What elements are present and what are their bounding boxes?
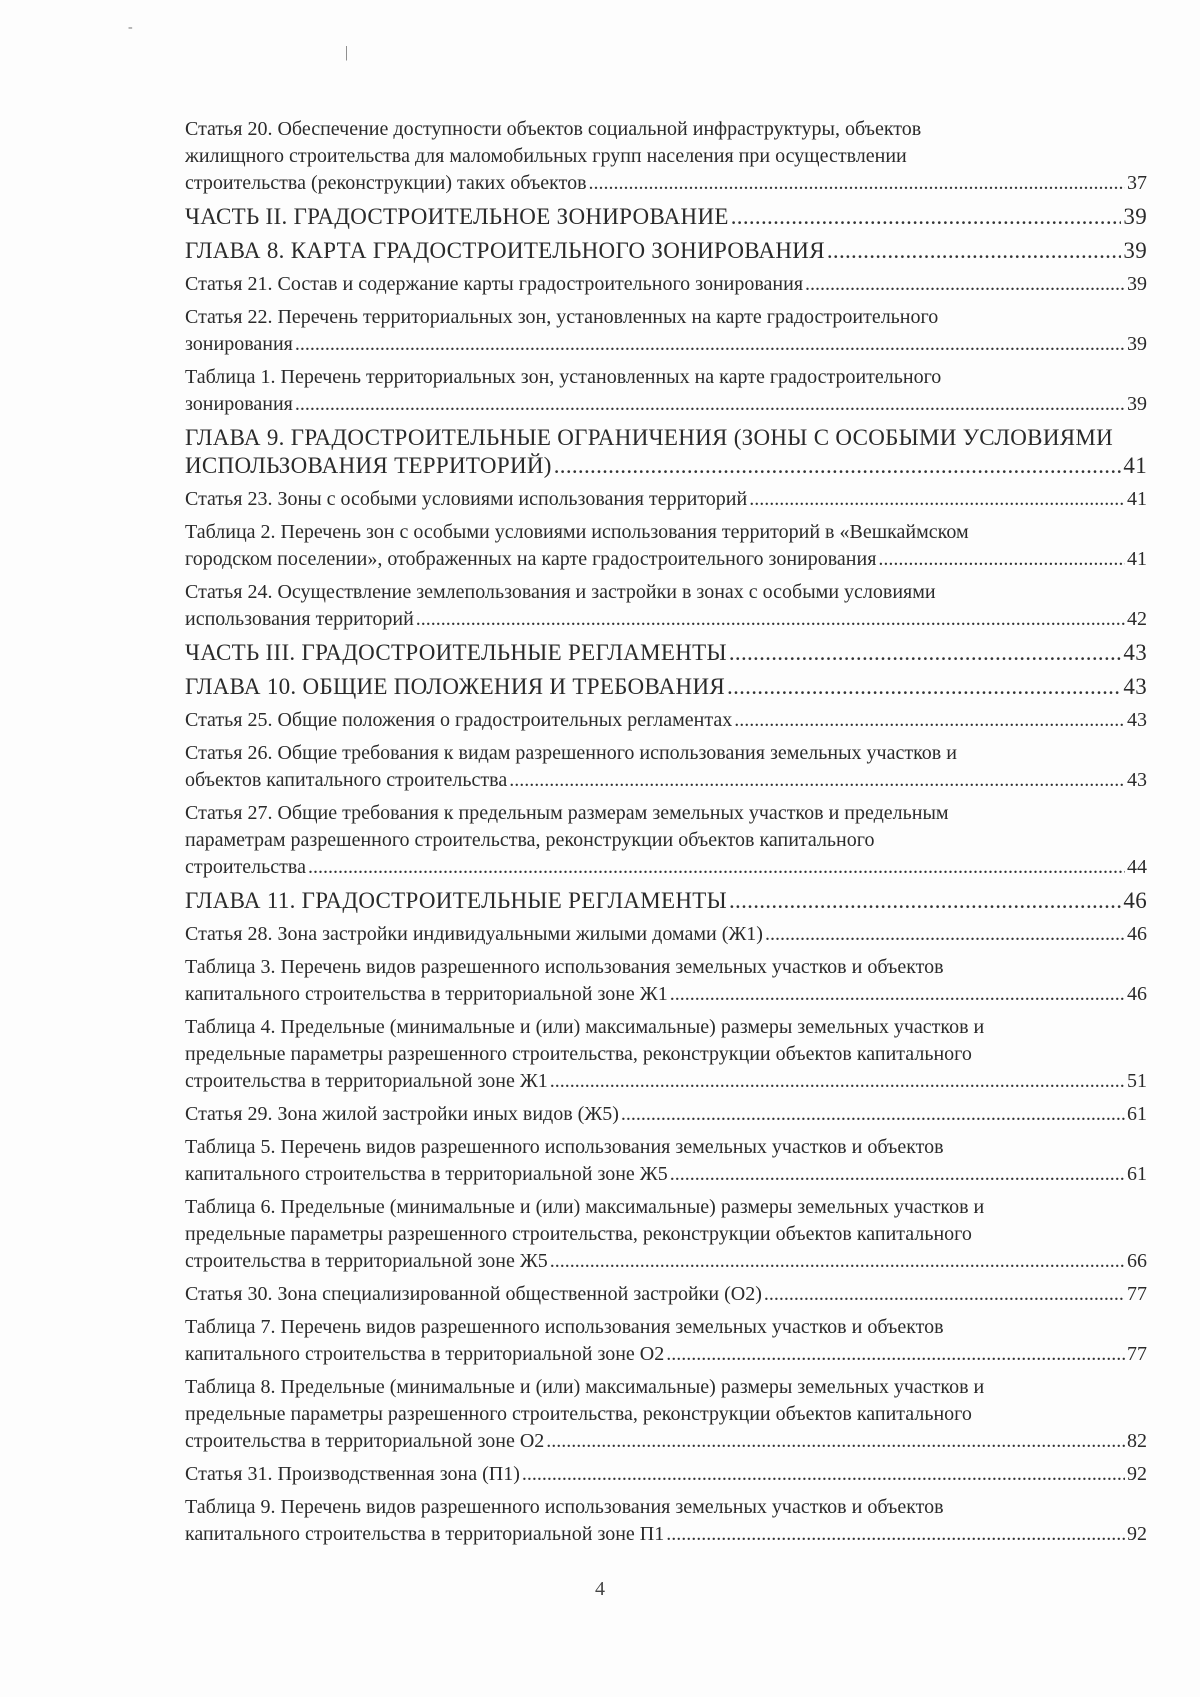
toc-entry-line: Статья 25. Общие положения о градостроительных регламентах — [185, 709, 733, 731]
toc-entry[interactable] — [185, 707, 1147, 734]
toc-entry-last-line — [185, 271, 1147, 298]
dot-leader — [749, 486, 1125, 513]
toc-chapter-entry[interactable] — [185, 424, 1147, 480]
toc-entry-last-line — [185, 1461, 1147, 1488]
toc-page-number: 77 — [1127, 1343, 1147, 1365]
toc-page-number: 39 — [1123, 204, 1147, 229]
toc-entry-line: Статья 23. Зоны с особыми условиями использования территорий — [185, 488, 748, 510]
toc-entry-last-line — [185, 203, 1147, 231]
toc-entry[interactable] — [185, 304, 1147, 358]
toc-entry-line: Таблица 3. Перечень видов разрешенного использования земельных участков и объектов — [185, 956, 944, 978]
toc-entry-line: Статья 30. Зона специализированной общественной застройки (О2) — [185, 1283, 762, 1305]
toc-page-number: 46 — [1127, 923, 1147, 945]
toc-page-number: 43 — [1123, 640, 1147, 665]
dot-leader — [666, 1341, 1125, 1368]
toc-entry-last-line — [185, 1341, 1147, 1368]
toc-page-number: 92 — [1127, 1463, 1147, 1485]
toc-entry-line: капитального строительства в территориальной зоне Ж5 — [185, 1163, 668, 1185]
dot-leader — [729, 639, 1122, 667]
toc-entry[interactable] — [185, 519, 1147, 573]
toc-page-number: 77 — [1127, 1283, 1147, 1305]
toc-entry-line: Статья 20. Обеспечение доступности объектов социальной инфраструктуры, объектов — [185, 118, 922, 140]
toc-entry[interactable] — [185, 486, 1147, 513]
dot-leader — [729, 887, 1121, 915]
toc-entry[interactable] — [185, 1101, 1147, 1128]
toc-entry-line: предельные параметры разрешенного строительства, реконструкции объектов капитального — [185, 1403, 972, 1425]
toc-entry-line: Статья 29. Зона жилой застройки иных видов (Ж5) — [185, 1103, 619, 1125]
toc-entry-last-line — [185, 981, 1147, 1008]
toc-entry-last-line — [185, 1428, 1147, 1455]
toc-entry-last-line — [185, 486, 1147, 513]
toc-entry-last-line — [185, 1068, 1147, 1095]
toc-page-number: 41 — [1127, 548, 1147, 570]
toc-entry-last-line — [185, 707, 1147, 734]
toc-entry-last-line — [185, 546, 1147, 573]
toc-page-number: 42 — [1127, 608, 1147, 630]
dot-leader — [878, 546, 1125, 573]
toc-entry-line: Статья 28. Зона застройки индивидуальными жилыми домами (Ж1) — [185, 923, 763, 945]
toc-entry-last-line — [185, 1521, 1147, 1548]
dot-leader — [522, 1461, 1125, 1488]
toc-entry-line: строительства в территориальной зоне О2 — [185, 1430, 545, 1452]
toc-entry-line: Таблица 9. Перечень видов разрешенного использования земельных участков и объектов — [185, 1496, 944, 1518]
toc-entry-line: ЧАСТЬ III. ГРАДОСТРОИТЕЛЬНЫЕ РЕГЛАМЕНТЫ — [185, 640, 727, 665]
toc-entry-line: предельные параметры разрешенного строительства, реконструкции объектов капитального — [185, 1223, 972, 1245]
toc-page-number: 39 — [1127, 333, 1147, 355]
toc-entry[interactable] — [185, 800, 1147, 881]
toc-entry-line: Таблица 7. Перечень видов разрешенного использования земельных участков и объектов — [185, 1316, 944, 1338]
toc-entry-last-line — [185, 331, 1147, 358]
dot-leader — [731, 203, 1122, 231]
toc-entry-line: Статья 22. Перечень территориальных зон, установленных на карте градостроительного — [185, 306, 939, 328]
toc-entry-line: строительства в территориальной зоне Ж1 — [185, 1070, 548, 1092]
toc-entry-line: капитального строительства в территориальной зоне Ж1 — [185, 983, 668, 1005]
toc-entry[interactable] — [185, 1194, 1147, 1275]
toc-page-number: 61 — [1127, 1163, 1147, 1185]
toc-entry-last-line — [185, 1101, 1147, 1128]
toc-entry-line: ИСПОЛЬЗОВАНИЯ ТЕРРИТОРИЙ) — [185, 453, 552, 478]
toc-page-number: 46 — [1127, 983, 1147, 1005]
toc-entry-last-line — [185, 237, 1147, 265]
toc-page-number: 82 — [1127, 1430, 1147, 1452]
toc-entry-line: Таблица 1. Перечень территориальных зон, установленных на карте градостроительного — [185, 366, 942, 388]
toc-entry-last-line — [185, 606, 1147, 633]
toc-page-number: 37 — [1127, 172, 1147, 194]
toc-entry-line: Таблица 6. Предельные (минимальные и (или) максимальные) размеры земельных участков и — [185, 1196, 985, 1218]
toc-entry-last-line — [185, 170, 1147, 197]
toc-page-number: 41 — [1127, 488, 1147, 510]
toc-page-number: 43 — [1127, 709, 1147, 731]
toc-entry-line: строительства — [185, 856, 306, 878]
dot-leader — [550, 1248, 1125, 1275]
dot-leader — [727, 673, 1121, 701]
toc-entry-line: Статья 21. Состав и содержание карты градостроительного зонирования — [185, 273, 804, 295]
dot-leader — [765, 921, 1125, 948]
toc-entry-last-line — [185, 854, 1147, 881]
toc-page-number: 39 — [1123, 238, 1147, 263]
toc-entry-line: жилищного строительства для маломобильных групп населения при осуществлении — [185, 145, 907, 167]
toc-page-number: 92 — [1127, 1523, 1147, 1545]
toc-entry-line: параметрам разрешенного строительства, реконструкции объектов капитального — [185, 829, 875, 851]
dot-leader — [764, 1281, 1125, 1308]
toc-chapter-entry[interactable] — [185, 639, 1147, 667]
toc-entry-line: Статья 24. Осуществление землепользования и застройки в зонах с особыми условиями — [185, 581, 936, 603]
toc-entry[interactable] — [185, 1374, 1147, 1455]
toc-entry-line: городском поселении», отображенных на карте градостроительного зонирования — [185, 548, 877, 570]
toc-chapter-entry[interactable] — [185, 673, 1147, 701]
scan-mark: | — [345, 44, 349, 61]
toc-page-number: 39 — [1127, 273, 1147, 295]
toc-chapter-entry[interactable] — [185, 237, 1147, 265]
dot-leader — [827, 237, 1122, 265]
toc-entry-line: объектов капитального строительства — [185, 769, 508, 791]
toc-entry[interactable] — [185, 1461, 1147, 1488]
toc-entry-last-line — [185, 452, 1147, 480]
toc-entry-line: Таблица 2. Перечень зон с особыми условиями использования территорий в «Вешкаймском — [185, 521, 969, 543]
toc-page-number: 46 — [1123, 888, 1147, 913]
toc-entry-line: зонирования — [185, 333, 293, 355]
toc-entry-line: Статья 27. Общие требования к предельным размерам земельных участков и предельным — [185, 802, 949, 824]
toc-page-number: 43 — [1123, 674, 1147, 699]
toc-entry[interactable] — [185, 271, 1147, 298]
toc-page-number: 39 — [1127, 393, 1147, 415]
dot-leader — [295, 391, 1125, 418]
toc-entry-last-line — [185, 1281, 1147, 1308]
toc-entry-line: капитального строительства в территориальной зоне П1 — [185, 1523, 665, 1545]
dot-leader — [509, 767, 1125, 794]
toc-entry-line: Таблица 5. Перечень видов разрешенного использования земельных участков и объектов — [185, 1136, 944, 1158]
dot-leader — [621, 1101, 1125, 1128]
toc-entry-line: зонирования — [185, 393, 293, 415]
toc-entry-line: Статья 26. Общие требования к видам разрешенного использования земельных участков и — [185, 742, 957, 764]
toc-entry-last-line — [185, 921, 1147, 948]
dot-leader — [670, 1161, 1125, 1188]
toc-entry-line: строительства в территориальной зоне Ж5 — [185, 1250, 548, 1272]
toc-page-number: 43 — [1127, 769, 1147, 791]
toc-entry-line: ЧАСТЬ II. ГРАДОСТРОИТЕЛЬНОЕ ЗОНИРОВАНИЕ — [185, 204, 729, 229]
dot-leader — [295, 331, 1125, 358]
toc-entry-line: Таблица 8. Предельные (минимальные и (или) максимальные) размеры земельных участков и — [185, 1376, 985, 1398]
toc-page-number: 44 — [1127, 856, 1147, 878]
toc-entry-line: ГЛАВА 10. ОБЩИЕ ПОЛОЖЕНИЯ И ТРЕБОВАНИЯ — [185, 674, 726, 699]
dot-leader — [666, 1521, 1125, 1548]
dot-leader — [546, 1428, 1125, 1455]
toc-entry-line: ГЛАВА 8. КАРТА ГРАДОСТРОИТЕЛЬНОГО ЗОНИРОВАНИЯ — [185, 238, 825, 263]
toc-entry[interactable] — [185, 1134, 1147, 1188]
toc-entry-line: Статья 31. Производственная зона (П1) — [185, 1463, 520, 1485]
toc-entry[interactable] — [185, 954, 1147, 1008]
toc-entry[interactable] — [185, 364, 1147, 418]
toc-entry-line: ГЛАВА 11. ГРАДОСТРОИТЕЛЬНЫЕ РЕГЛАМЕНТЫ — [185, 888, 727, 913]
toc-entry-last-line — [185, 767, 1147, 794]
page-number: 4 — [595, 1578, 605, 1600]
dot-leader — [805, 271, 1125, 298]
dot-leader — [589, 170, 1125, 197]
toc-entry[interactable] — [185, 579, 1147, 633]
scan-mark: - — [128, 20, 133, 35]
toc-page-number: 41 — [1123, 453, 1147, 478]
toc-page-number: 66 — [1127, 1250, 1147, 1272]
table-of-contents — [185, 116, 1147, 1554]
toc-page-number: 61 — [1127, 1103, 1147, 1125]
toc-chapter-entry[interactable] — [185, 887, 1147, 915]
toc-chapter-entry[interactable] — [185, 203, 1147, 231]
toc-entry[interactable] — [185, 921, 1147, 948]
toc-entry-last-line — [185, 887, 1147, 915]
toc-entry[interactable] — [185, 1014, 1147, 1095]
toc-entry-line: капитального строительства в территориальной зоне О2 — [185, 1343, 665, 1365]
toc-entry-line: предельные параметры разрешенного строительства, реконструкции объектов капитального — [185, 1043, 972, 1065]
toc-page-number: 51 — [1127, 1070, 1147, 1092]
dot-leader — [734, 707, 1125, 734]
dot-leader — [670, 981, 1125, 1008]
toc-entry-last-line — [185, 673, 1147, 701]
dot-leader — [308, 854, 1125, 881]
toc-entry[interactable] — [185, 1494, 1147, 1548]
toc-entry[interactable] — [185, 1314, 1147, 1368]
dot-leader — [554, 452, 1122, 480]
toc-entry-last-line — [185, 1161, 1147, 1188]
dot-leader — [550, 1068, 1125, 1095]
toc-entry-line: ГЛАВА 9. ГРАДОСТРОИТЕЛЬНЫЕ ОГРАНИЧЕНИЯ (ЗОНЫ С ОСОБЫМИ УСЛОВИЯМИ — [185, 425, 1114, 450]
toc-entry-line: использования территорий — [185, 608, 414, 630]
toc-entry-last-line — [185, 391, 1147, 418]
toc-entry-line: Таблица 4. Предельные (минимальные и (или) максимальные) размеры земельных участков и — [185, 1016, 985, 1038]
toc-entry[interactable] — [185, 740, 1147, 794]
toc-entry[interactable] — [185, 1281, 1147, 1308]
toc-entry-last-line — [185, 639, 1147, 667]
toc-entry[interactable] — [185, 116, 1147, 197]
dot-leader — [416, 606, 1125, 633]
toc-entry-last-line — [185, 1248, 1147, 1275]
toc-entry-line: строительства (реконструкции) таких объектов — [185, 172, 587, 194]
